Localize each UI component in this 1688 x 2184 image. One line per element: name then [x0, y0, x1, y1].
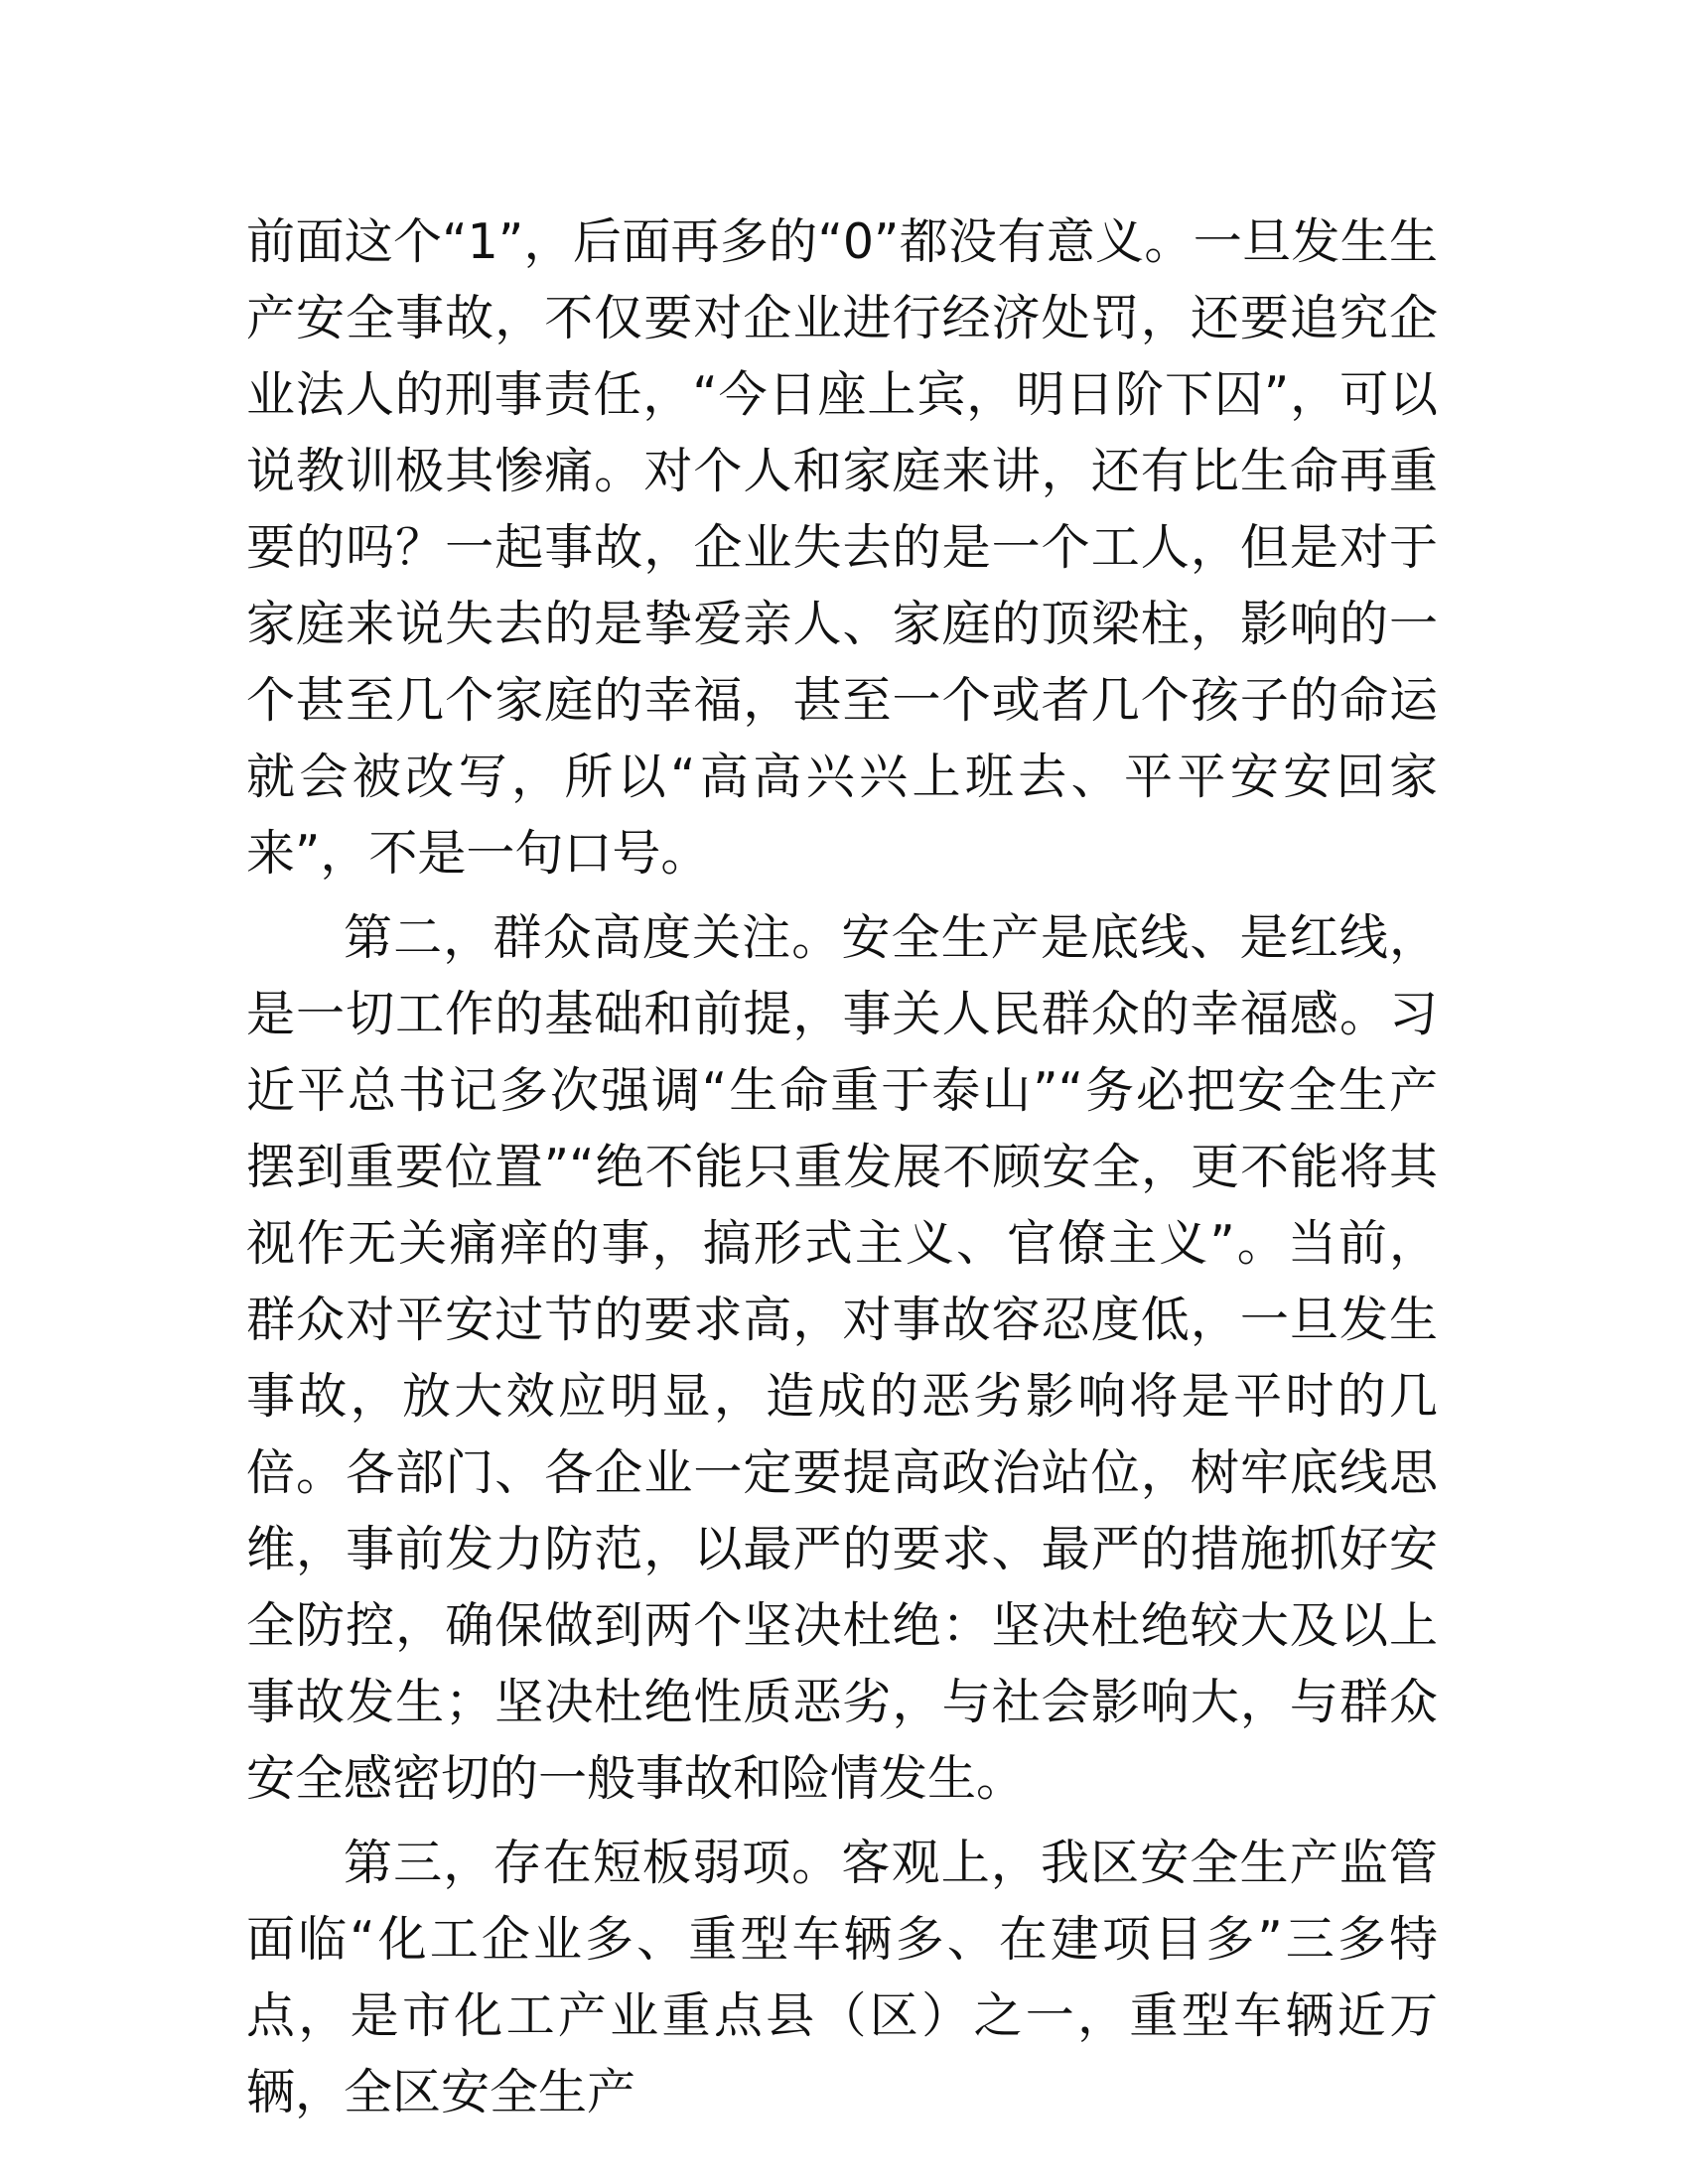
paragraph-continuation: 前面这个“1”，后面再多的“0”都没有意义。一旦发生生产安全事故，不仅要对企业进行经济处罚，还要追究企业法人的刑事责任，“今日座上宾，明日阶下囚”，可以说教训极其惨痛。对个人和家庭来讲，还有比生命再重要的吗？一起事故，企业失去的是一个工人，但是对于家庭来说失去的是挚爱亲人、家庭的顶梁柱，影响的一个甚至几个家庭的幸福，甚至一个或者几个孩子的命运就会被改写，所以“高高兴兴上班去、平平安安回家来”，不是一句口号。 — [246, 213, 1438, 882]
paragraph-third-point: 第三，存在短板弱项。客观上，我区安全生产监管面临“化工企业多、重型车辆多、在建项目多”三多特点，是市化工产业重点县（区）之一，重型车辆近万辆，全区安全生产 — [246, 1835, 1438, 2120]
document-body — [246, 204, 1438, 2130]
paragraph-second-point: 第二，群众高度关注。安全生产是底线、是红线，是一切工作的基础和前提，事关人民群众的幸福感。习近平总书记多次强调“生命重于泰山”“务必把安全生产摆到重要位置”“绝不能只重发展不顾安全，更不能将其视作无关痛痒的事，搞形式主义、官僚主义”。当前，群众对平安过节的要求高，对事故容忍度低，一旦发生事故，放大效应明显，造成的恶劣影响将是平时的几倍。各部门、各企业一定要提高政治站位，树牢底线思维，事前发力防范，以最严的要求、最严的措施抓好安全防控，确保做到两个坚决杜绝：坚决杜绝较大及以上事故发生；坚决杜绝性质恶劣，与社会影响大，与群众安全感密切的一般事故和险情发生。 — [246, 909, 1438, 1807]
